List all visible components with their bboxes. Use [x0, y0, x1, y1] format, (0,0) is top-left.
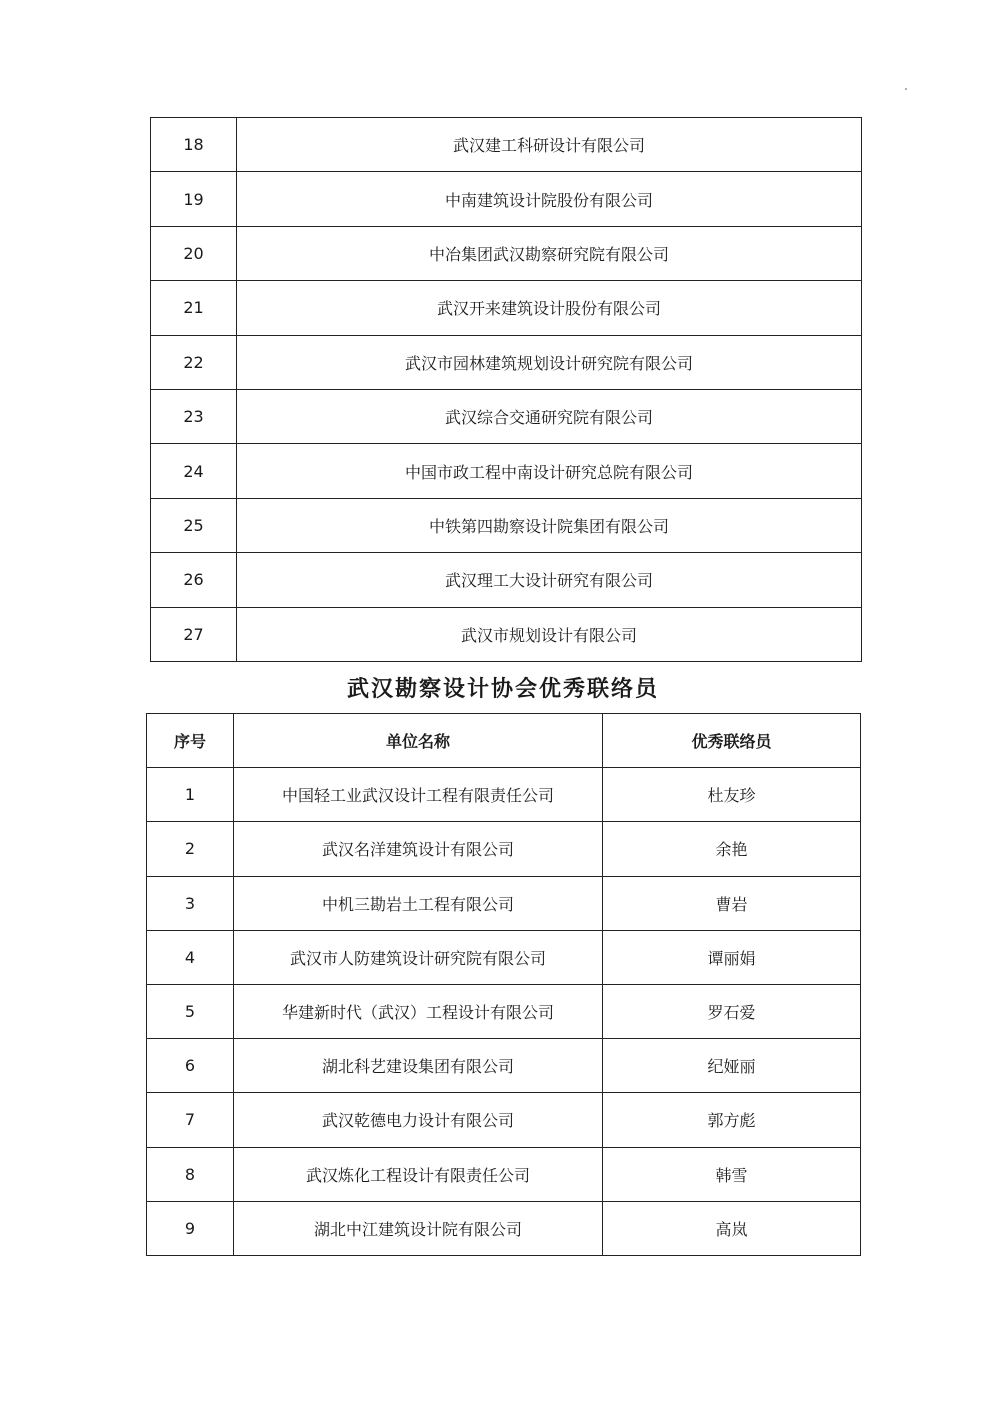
row-number: 4: [147, 930, 234, 984]
unit-name: 中国轻工业武汉设计工程有限责任公司: [234, 768, 603, 822]
unit-name: 武汉建工科研设计有限公司: [237, 118, 862, 172]
unit-name: 湖北中江建筑设计院有限公司: [234, 1201, 603, 1255]
table-row: [151, 498, 862, 552]
table-row: [151, 226, 862, 280]
unit-name: 武汉综合交通研究院有限公司: [237, 389, 862, 443]
liaison-name: 余艳: [603, 822, 861, 876]
liaison-name: 罗石爱: [603, 984, 861, 1038]
unit-name: 武汉名洋建筑设计有限公司: [234, 822, 603, 876]
table-row: [147, 768, 861, 822]
table-row: [147, 1147, 861, 1201]
row-number: 3: [147, 876, 234, 930]
table-row: [151, 607, 862, 661]
row-number: 20: [151, 226, 237, 280]
row-number: 27: [151, 607, 237, 661]
table-row: [147, 822, 861, 876]
row-number: 8: [147, 1147, 234, 1201]
unit-name: 武汉炼化工程设计有限责任公司: [234, 1147, 603, 1201]
liaison-name: 韩雪: [603, 1147, 861, 1201]
row-number: 18: [151, 118, 237, 172]
header-liaison: 优秀联络员: [603, 714, 861, 768]
unit-name: 中机三勘岩土工程有限公司: [234, 876, 603, 930]
unit-name: 武汉乾德电力设计有限公司: [234, 1093, 603, 1147]
unit-name: 武汉开来建筑设计股份有限公司: [237, 281, 862, 335]
table-row: [151, 553, 862, 607]
scan-speck: [905, 88, 907, 90]
unit-name: 中冶集团武汉勘察研究院有限公司: [237, 226, 862, 280]
table-row: [151, 118, 862, 172]
unit-name: 中南建筑设计院股份有限公司: [237, 172, 862, 226]
unit-name: 武汉理工大设计研究有限公司: [237, 553, 862, 607]
row-number: 9: [147, 1201, 234, 1255]
liaison-name: 谭丽娟: [603, 930, 861, 984]
table-row: [147, 876, 861, 930]
liaison-name: 郭方彪: [603, 1093, 861, 1147]
header-number: 序号: [147, 714, 234, 768]
unit-name: 武汉市人防建筑设计研究院有限公司: [234, 930, 603, 984]
row-number: 19: [151, 172, 237, 226]
unit-name: 武汉市规划设计有限公司: [237, 607, 862, 661]
row-number: 23: [151, 389, 237, 443]
unit-name: 中国市政工程中南设计研究总院有限公司: [237, 444, 862, 498]
row-number: 6: [147, 1039, 234, 1093]
unit-name: 武汉市园林建筑规划设计研究院有限公司: [237, 335, 862, 389]
table-row: [151, 335, 862, 389]
row-number: 2: [147, 822, 234, 876]
table-row: [147, 1039, 861, 1093]
liaison-name: 纪娅丽: [603, 1039, 861, 1093]
table-row: [151, 281, 862, 335]
row-number: 26: [151, 553, 237, 607]
header-unit-name: 单位名称: [234, 714, 603, 768]
row-number: 7: [147, 1093, 234, 1147]
row-number: 5: [147, 984, 234, 1038]
row-number: 22: [151, 335, 237, 389]
liaison-name: 杜友珍: [603, 768, 861, 822]
unit-name: 湖北科艺建设集团有限公司: [234, 1039, 603, 1093]
table-row: [151, 444, 862, 498]
member-units-table-continued: [150, 117, 862, 662]
excellent-liaisons-table: [146, 713, 861, 1256]
liaison-name: 高岚: [603, 1201, 861, 1255]
table-row: [147, 1093, 861, 1147]
section-title: 武汉勘察设计协会优秀联络员: [346, 677, 659, 702]
row-number: 25: [151, 498, 237, 552]
row-number: 24: [151, 444, 237, 498]
unit-name: 华建新时代（武汉）工程设计有限公司: [234, 984, 603, 1038]
table-row: [147, 984, 861, 1038]
table-header-row: [147, 714, 861, 768]
liaison-name: 曹岩: [603, 876, 861, 930]
row-number: 1: [147, 768, 234, 822]
unit-name: 中铁第四勘察设计院集团有限公司: [237, 498, 862, 552]
row-number: 21: [151, 281, 237, 335]
table-row: [151, 172, 862, 226]
table-row: [151, 389, 862, 443]
table-row: [147, 930, 861, 984]
table-row: [147, 1201, 861, 1255]
